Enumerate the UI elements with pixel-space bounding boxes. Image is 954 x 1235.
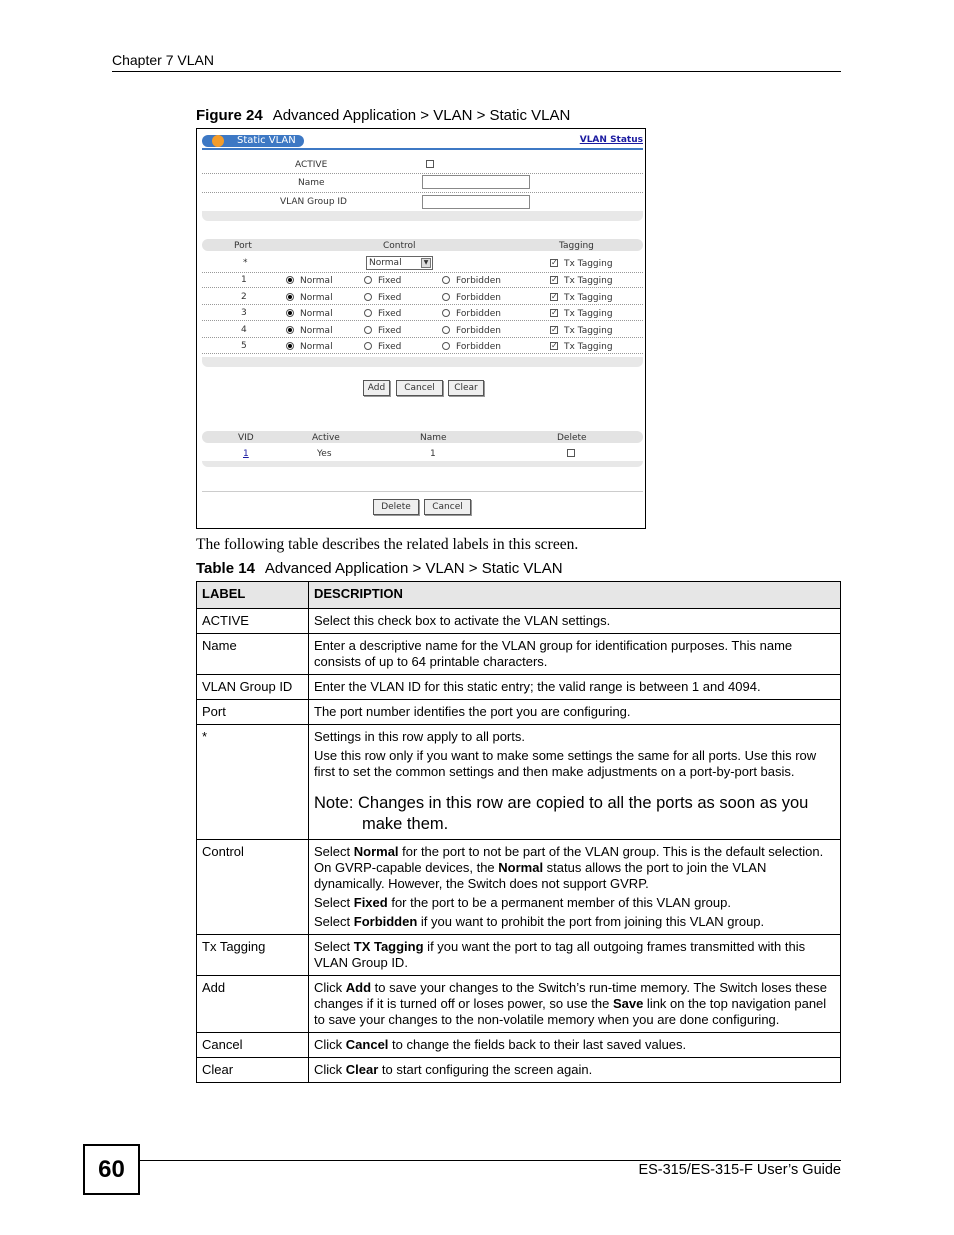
figure-label: Figure 24 (196, 107, 263, 124)
port-table-footer (202, 357, 643, 367)
add-button[interactable]: Add (363, 380, 390, 396)
divider (202, 491, 643, 492)
footer-divider (140, 1160, 841, 1161)
fixed-label: Fixed (378, 325, 402, 336)
description-header: DESCRIPTION (309, 582, 841, 609)
port-header: Port (234, 241, 252, 251)
active-value: Yes (317, 449, 332, 459)
normal-label: Normal (300, 276, 333, 286)
divider (202, 353, 643, 354)
desc-para: Use this row only if you want to make some settings the same for all ports. Use this row first to set the common settings and then make adjustments on a port-by-port basis. (314, 748, 817, 779)
table-header-row (197, 582, 841, 609)
active-label: ACTIVE (295, 160, 328, 170)
tx-tagging-checkbox[interactable]: ✓ (551, 275, 558, 284)
fixed-label: Fixed (378, 342, 402, 352)
vid-link[interactable]: 1 (243, 449, 249, 459)
chapter-header: Chapter 7 VLAN (112, 52, 214, 68)
cancel-button[interactable]: Cancel (396, 380, 443, 396)
port-number: 4 (241, 324, 247, 335)
table-row (197, 840, 841, 935)
vlan-group-id-input[interactable] (422, 195, 530, 209)
tx-tagging-checkbox[interactable]: ✓ (551, 291, 558, 301)
forbidden-radio[interactable] (442, 342, 450, 350)
control-select[interactable] (366, 256, 433, 270)
fixed-label: Fixed (378, 309, 402, 319)
desc-para: Select Normal for the port to not be part of the VLAN group. This is the default selection. On GVRP-capable devices, the Normal status allows the port to join the VLAN dynamically. However, the Switch does not support GVRP. (314, 844, 824, 891)
desc-para: Select Forbidden if you want to prohibit the port from joining this VLAN group. (314, 914, 765, 929)
control-select-value: Normal (369, 258, 402, 268)
normal-radio[interactable] (286, 326, 294, 334)
name-value: 1 (430, 449, 436, 459)
star-tx-label: Tx Tagging (564, 259, 613, 269)
fixed-radio[interactable] (364, 326, 372, 334)
title-underline (202, 148, 643, 150)
table-row (197, 634, 841, 675)
row-label: Cancel (197, 1033, 309, 1058)
table-row (197, 976, 841, 1033)
row-label: Clear (197, 1058, 309, 1083)
divider (202, 173, 643, 174)
vid-header: VID (238, 433, 254, 443)
chevron-down-icon: ▼ (421, 258, 431, 268)
section-footer-band (202, 211, 643, 221)
row-description: Enter a descriptive name for the VLAN group for identification purposes. This name consists of up to 64 printable characters. (309, 634, 841, 675)
table-caption (196, 560, 563, 577)
desc-para: Settings in this row apply to all ports. (314, 729, 525, 744)
row-description: Click Add to save your changes to the Switch’s run-time memory. The Switch loses these changes if it is turned off or loses power, so use the Save link on the top navigation panel to save your changes to the non-volatile memory when you are done configuring. (309, 976, 841, 1033)
row-description (309, 840, 841, 935)
name-header: Name (420, 433, 447, 443)
tx-tagging-label: Tx Tagging (564, 325, 613, 336)
tx-tagging-label: Tx Tagging (564, 276, 613, 286)
row-label: Control (197, 840, 309, 935)
delete-button[interactable]: Delete (373, 499, 419, 515)
fixed-radio[interactable] (364, 342, 372, 350)
fixed-radio[interactable] (364, 293, 372, 301)
row-description: Select TX Tagging if you want the port to tag all outgoing frames transmitted with this VLAN Group ID. (309, 935, 841, 976)
normal-label: Normal (300, 309, 333, 319)
normal-radio[interactable] (286, 293, 294, 301)
table-title: Advanced Application > VLAN > Static VLAN (264, 560, 563, 577)
forbidden-label: Forbidden (456, 276, 501, 286)
tx-tagging-checkbox[interactable]: ✓ (551, 324, 558, 334)
table-row (197, 1033, 841, 1058)
clear-button[interactable]: Clear (448, 380, 484, 396)
fixed-label: Fixed (378, 276, 402, 286)
forbidden-radio[interactable] (442, 309, 450, 317)
tx-tagging-checkbox[interactable]: ✓ (551, 341, 558, 350)
table-row (197, 675, 841, 700)
delete-checkbox[interactable] (567, 449, 575, 457)
table-label: Table 14 (196, 560, 255, 577)
table-row (197, 1058, 841, 1083)
row-label: Name (197, 634, 309, 675)
row-description: Select this check box to activate the VLAN settings. (309, 609, 841, 634)
note (314, 793, 835, 835)
row-label: ACTIVE (197, 609, 309, 634)
forbidden-label: Forbidden (456, 342, 501, 352)
normal-radio[interactable] (286, 309, 294, 317)
tx-tagging-checkbox[interactable]: ✓ (551, 308, 558, 317)
tx-tagging-label: Tx Tagging (564, 342, 613, 352)
divider (202, 192, 643, 193)
row-label: Add (197, 976, 309, 1033)
forbidden-radio[interactable] (442, 293, 450, 301)
row-description: Enter the VLAN ID for this static entry; the valid range is between 1 and 4094. (309, 675, 841, 700)
divider (202, 337, 643, 338)
row-label: Tx Tagging (197, 935, 309, 976)
tx-tagging-label: Tx Tagging (564, 309, 613, 319)
divider (202, 320, 643, 321)
normal-label: Normal (300, 342, 333, 352)
guide-title: ES-315/ES-315-F User’s Guide (638, 1162, 841, 1178)
row-description: The port number identifies the port you are configuring. (309, 700, 841, 725)
normal-label: Normal (300, 325, 333, 336)
row-label: Port (197, 700, 309, 725)
row-label: * (197, 725, 309, 840)
screen-title: Static VLAN (237, 135, 296, 146)
name-label: Name (298, 178, 325, 188)
header-divider (112, 71, 841, 72)
cancel-button-2[interactable]: Cancel (424, 499, 471, 515)
normal-radio[interactable] (286, 342, 294, 350)
row-description: Click Cancel to change the fields back to their last saved values. (309, 1033, 841, 1058)
fixed-radio[interactable] (364, 309, 372, 317)
fixed-radio[interactable] (364, 276, 372, 284)
intro-text: The following table describes the related labels in this screen. (196, 536, 579, 553)
figure-title: Advanced Application > VLAN > Static VLAN (272, 107, 571, 124)
divider (202, 304, 643, 305)
description-table (196, 581, 841, 1083)
forbidden-label: Forbidden (456, 292, 501, 303)
divider (202, 287, 643, 288)
port-number: 3 (241, 308, 247, 318)
row-label: VLAN Group ID (197, 675, 309, 700)
normal-label: Normal (300, 292, 333, 303)
vlan-group-id-label: VLAN Group ID (280, 197, 347, 207)
table-row (197, 700, 841, 725)
page-number: 60 (83, 1144, 140, 1195)
tagging-header: Tagging (559, 241, 594, 251)
name-input[interactable] (422, 175, 530, 189)
table-row (197, 725, 841, 840)
label-header: LABEL (197, 582, 309, 609)
vlan-status-link[interactable]: VLAN Status (579, 135, 643, 145)
star-port: * (243, 258, 248, 268)
active-checkbox[interactable] (426, 160, 434, 168)
port-number: 1 (241, 275, 247, 285)
forbidden-label: Forbidden (456, 309, 501, 319)
row-description (309, 725, 841, 840)
fixed-label: Fixed (378, 292, 402, 303)
forbidden-radio[interactable] (442, 276, 450, 284)
tx-tagging-label: Tx Tagging (564, 292, 613, 303)
table-row (197, 609, 841, 634)
control-header: Control (383, 241, 416, 251)
delete-header: Delete (557, 433, 587, 443)
star-tx-checkbox[interactable]: ✓ (551, 258, 558, 267)
forbidden-label: Forbidden (456, 325, 501, 336)
port-number: 2 (241, 291, 247, 302)
title-bullet-icon (212, 135, 224, 147)
divider (202, 272, 643, 273)
note-line: Note: Changes in this row are copied to all the ports as soon as you (314, 794, 809, 812)
port-number: 5 (241, 341, 247, 351)
normal-radio[interactable] (286, 276, 294, 284)
table-row (197, 935, 841, 976)
static-vlan-screenshot (196, 128, 646, 529)
row-description: Click Clear to start configuring the screen again. (309, 1058, 841, 1083)
active-header: Active (312, 433, 340, 443)
note-line: make them. (362, 815, 449, 833)
desc-para: Select Fixed for the port to be a permanent member of this VLAN group. (314, 895, 731, 910)
forbidden-radio[interactable] (442, 326, 450, 334)
figure-caption (196, 107, 570, 124)
vlan-table-footer (202, 461, 643, 467)
